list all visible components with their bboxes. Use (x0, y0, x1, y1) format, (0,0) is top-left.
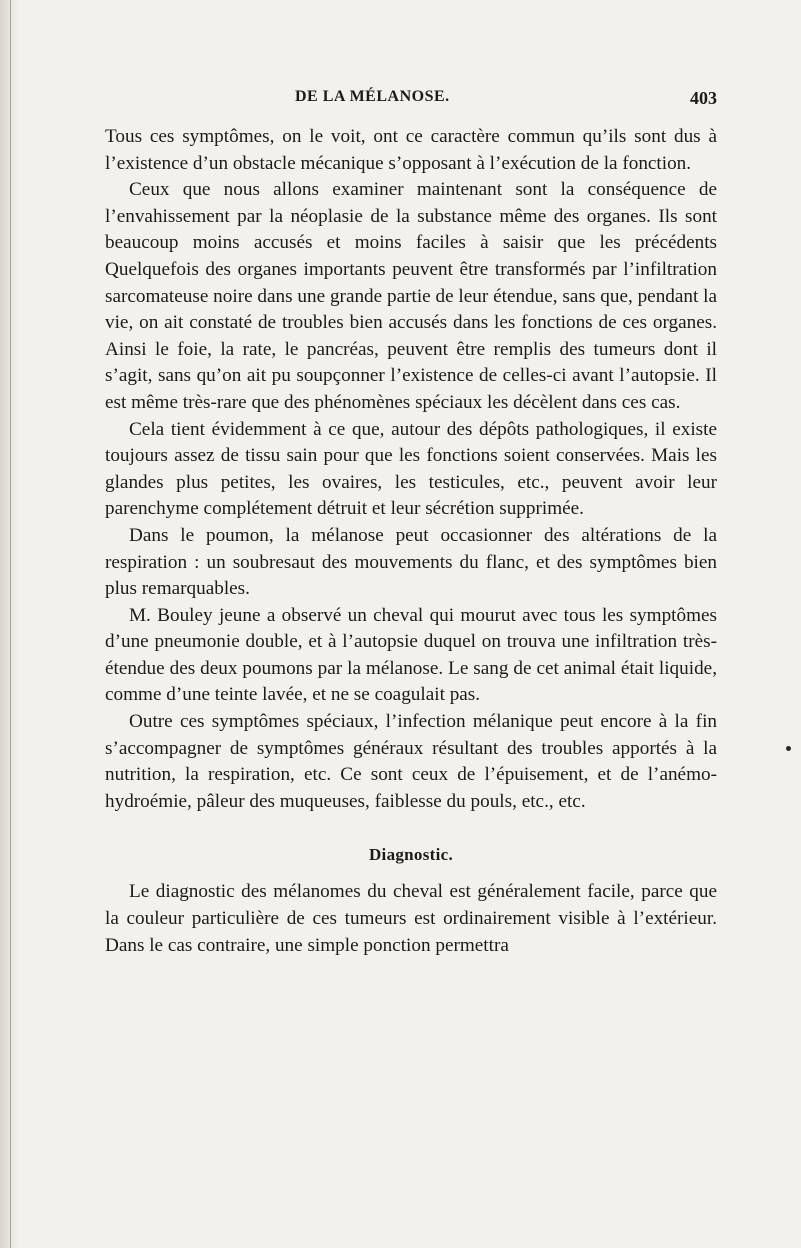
section-paragraph-1: Le diagnostic des mélanomes du cheval est généralement facile, parce que la couleur particulière de ces tumeurs est ordinairement visible à l’extérieur. Dans le cas contraire, une simple ponction permettra (105, 881, 717, 956)
page-binding-line (10, 0, 11, 1248)
running-head (105, 88, 717, 112)
ink-spot (786, 746, 791, 751)
paragraph-2: Ceux que nous allons examiner maintenant sont la conséquence de l’envahissement par la néoplasie de la substance même des organes. Ils sont beaucoup moins accusés et moins faciles à saisir que les précédents Quelquefois des organes importants peuvent être transformés par l’infiltration sarcomateuse noire dans une grande partie de leur étendue, sans que, pendant la vie, on ait constaté de troubles bien accusés dans les fonctions de ces organes. Ainsi le foie, la rate, le pancréas, peuvent être remplis des tumeurs dont il s’agit, sans qu’on ait pu soupçonner l’existence de celles-ci avant l’autopsie. Il est même très-rare que des phénomènes spéciaux les décèlent dans ces cas. (105, 179, 717, 413)
book-page (105, 88, 717, 959)
paragraph-4: Dans le poumon, la mélanose peut occasionner des altérations de la respiration : un soubresaut des mouvements du flanc, et des symptômes bien plus remarquables. (105, 524, 717, 600)
paragraph-6: Outre ces symptômes spéciaux, l’infection mélanique peut encore à la fin s’accompagner de symptômes généraux résultant des troubles apportés à la nutrition, la respiration, etc. Ce sont ceux de l’épuisement, et de l’anémo-hydroémie, pâleur des muqueuses, faiblesse du pouls, etc., etc. (105, 711, 717, 812)
running-title: DE LA MÉLANOSE. (295, 88, 450, 105)
paragraph-3: Cela tient évidemment à ce que, autour des dépôts pathologiques, il existe toujours assez de tissu sain pour que les fonctions soient conservées. Mais les glandes plus petites, les ovaires, les testicules, etc., peuvent avoir leur parenchyme complétement détruit et leur sécrétion supprimée. (105, 418, 717, 520)
page-binding-edge (0, 0, 18, 1248)
paragraph-5: M. Bouley jeune a observé un cheval qui mourut avec tous les symptômes d’une pneumonie double, et à l’autopsie duquel on trouva une infiltration très-étendue des deux poumons par la mélanose. Le sang de cet animal était liquide, comme d’une teinte lavée, et ne se coagulait pas. (105, 604, 717, 706)
section-title-diagnostic: Diagnostic. (368, 845, 454, 865)
paragraph-1: Tous ces symptômes, on le voit, ont ce caractère commun qu’ils sont dus à l’existence d’un obstacle mécanique s’opposant à l’exécution de la fonction. (105, 126, 717, 174)
page-number: 403 (690, 88, 717, 108)
